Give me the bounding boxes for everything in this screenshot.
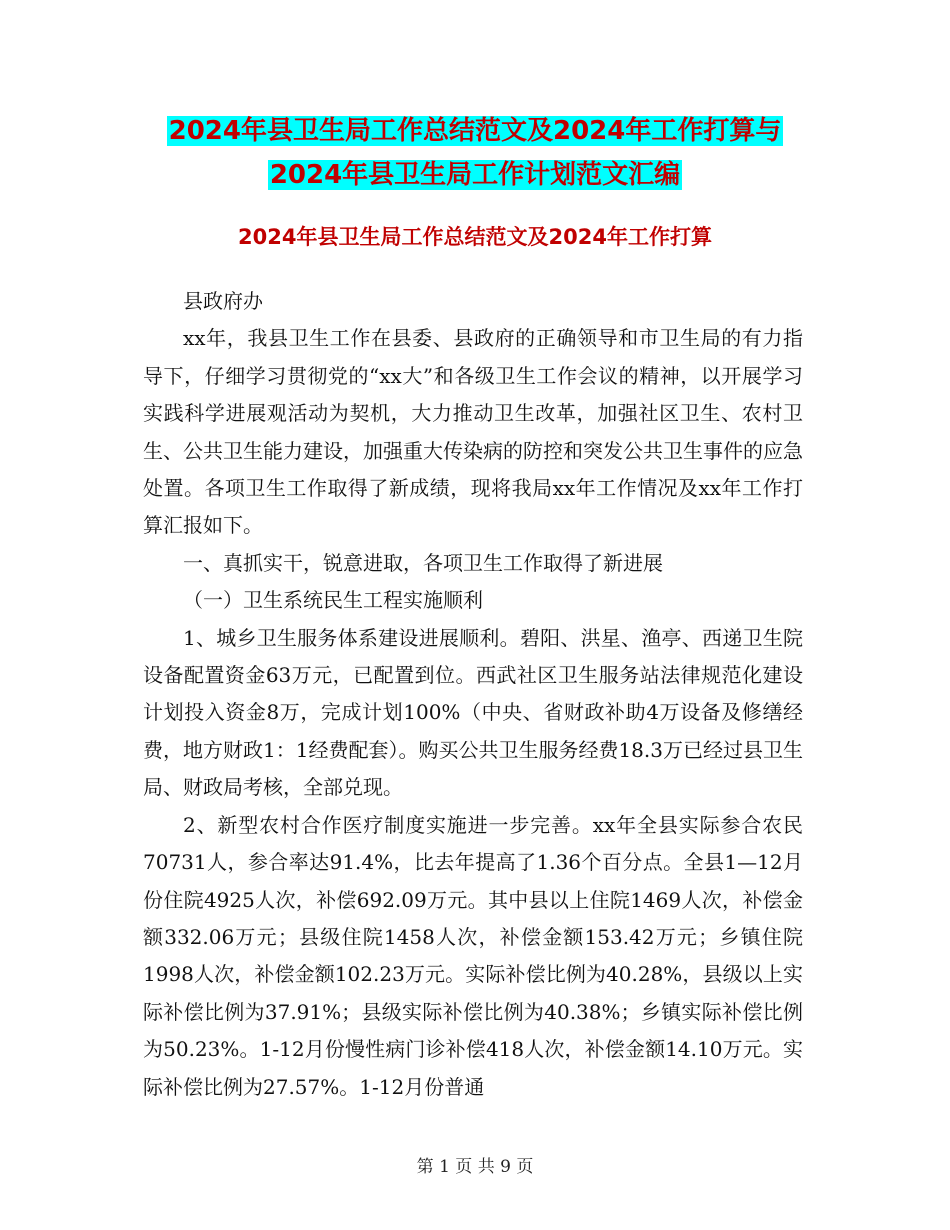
page-footer: 第 1 页 共 9 页 [416,1157,534,1177]
document-title-line-2 [0,158,950,192]
document-title-line-1 [0,114,950,148]
document-body [143,283,803,1106]
paragraph-subheading-1: （一）卫生系统民生工程实施顺利 [183,588,483,613]
title-highlight-1: 2024年县卫生局工作总结范文及2024年工作打算与 [168,116,782,146]
paragraph-item-1: 1、城乡卫生服务体系建设进展顺利。碧阳、洪星、渔亭、西递卫生院设备配置资金63万元，已配置到位。西武社区卫生服务站法律规范化建设计划投入资金8万，完成计划100%（中央、省财政补助4万设备及修缮经费，地方财政1：1经费配套）。购买公共卫生服务经费18.3万已经过县卫生局、财政局考核，全部兑现。 [143,625,803,800]
paragraph-intro: xx年，我县卫生工作在县委、县政府的正确领导和市卫生局的有力指导下，仔细学习贯彻党的“xx大”和各级卫生工作会议的精神，以开展学习实践科学进展观活动为契机，大力推动卫生改革，加强社区卫生、农村卫生、公共卫生能力建设，加强重大传染病的防控和突发公共卫生事件的应急处置。各项卫生工作取得了新成绩，现将我局xx年工作情况及xx年工作打算汇报如下。 [143,326,803,538]
paragraph-heading-1: 一、真抓实干，锐意进取，各项卫生工作取得了新进展 [183,550,663,575]
section-title: 2024年县卫生局工作总结范文及2024年工作打算 [238,225,712,249]
title-highlight-2: 2024年县卫生局工作计划范文汇编 [269,160,681,190]
paragraph-item-2: 2、新型农村合作医疗制度实施进一步完善。xx年全县实际参合农民70731人，参合率达91.4%，比去年提高了1.36个百分点。全县1—12月份住院4925人次，补偿692.09万元。其中县以上住院1469人次，补偿金额332.06万元；县级住院1458人次，补偿金额153.42万元；乡镇住院1998人次，补偿金额102.23万元。实际补偿比例为40.28%，县级以上实际补偿比例为37.91%；县级实际补偿比例为40.38%；乡镇实际补偿比例为50.23%。1-12月份慢性病门诊补偿418人次，补偿金额14.10万元。实际补偿比例为27.57%。1-12月份普通 [143,812,803,1099]
paragraph-recipient: 县政府办 [183,289,263,313]
